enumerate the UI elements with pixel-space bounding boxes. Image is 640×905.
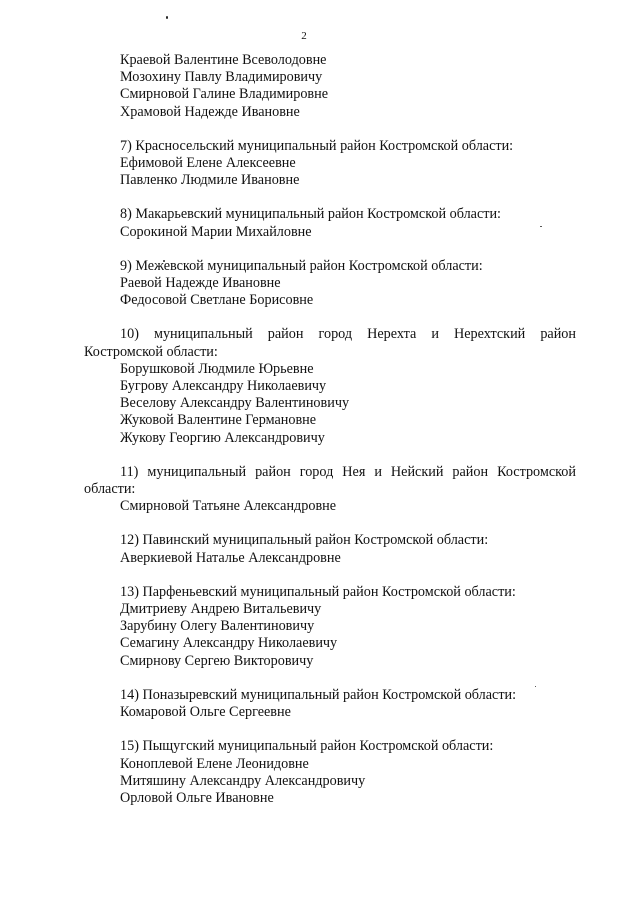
person-name: Смирнову Сергею Викторовичу xyxy=(120,652,314,669)
person-name: Краевой Валентине Всеволодовне xyxy=(120,52,327,68)
scan-speck xyxy=(166,16,168,19)
person-name: Федосовой Светлане Борисовне xyxy=(120,292,314,309)
person-name: Храмовой Надежде Ивановне xyxy=(120,103,300,120)
person-name: Жуковой Валентине Германовне xyxy=(120,412,317,429)
district-section xyxy=(84,206,576,240)
person-name: Жукову Георгию Александровичу xyxy=(120,429,325,446)
person-name: Коноплевой Елене Леонидовне xyxy=(120,755,309,772)
person-name: Павленко Людмиле Ивановне xyxy=(120,172,300,189)
person-name: Борушковой Людмиле Юрьевне xyxy=(120,360,314,377)
district-heading: 15) Пыщугский муниципальный район Костромской области: xyxy=(120,738,494,755)
person-name: Веселову Александру Валентиновичу xyxy=(120,395,350,412)
district-section xyxy=(84,687,576,721)
page-number: 2 xyxy=(301,30,307,42)
district-heading: 10) муниципальный район город Нерехта и Нерехтский район Костромской области: xyxy=(84,326,576,360)
person-name: Орловой Ольге Ивановне xyxy=(120,789,274,806)
person-name: Мозохину Павлу Владимировичу xyxy=(120,69,323,86)
person-name: Раевой Надежде Ивановне xyxy=(120,275,281,292)
district-section xyxy=(84,738,576,807)
person-name: Бугрову Александру Николаевичу xyxy=(120,378,327,395)
district-section xyxy=(84,464,576,516)
district-section xyxy=(84,258,576,310)
document-body xyxy=(84,52,576,807)
district-heading: 12) Павинский муниципальный район Костромской области: xyxy=(120,532,489,549)
district-heading: 7) Красносельский муниципальный район Костромской области: xyxy=(120,137,514,154)
person-name: Аверкиевой Наталье Александровне xyxy=(120,549,341,566)
person-name: Смирновой Галине Владимировне xyxy=(120,86,329,103)
person-name: Зарубину Олегу Валентиновичу xyxy=(120,618,315,635)
intro-name-list xyxy=(84,52,576,121)
district-section xyxy=(84,584,576,670)
person-name: Семагину Александру Николаевичу xyxy=(120,635,338,652)
person-name: Смирновой Татьяне Александровне xyxy=(120,498,337,515)
district-heading: 9) Межевской муниципальный район Костромской области: xyxy=(120,257,483,274)
district-section xyxy=(84,326,576,446)
person-name: Комаровой Ольге Сергеевне xyxy=(120,704,291,721)
person-name: Ефимовой Елене Алексеевне xyxy=(120,155,296,172)
district-section xyxy=(84,532,576,566)
district-heading: 14) Поназыревский муниципальный район Костромской области: xyxy=(120,686,517,703)
district-heading: 8) Макарьевский муниципальный район Костромской области: xyxy=(120,206,501,223)
district-section xyxy=(84,138,576,190)
person-name: Митяшину Александру Александровичу xyxy=(120,772,366,789)
district-heading: 13) Парфеньевский муниципальный район Костромской области: xyxy=(120,583,516,600)
person-name: Сорокиной Марии Михайловне xyxy=(120,223,312,240)
district-heading: 11) муниципальный район город Нея и Нейский район Костромской области: xyxy=(84,463,576,498)
person-name: Дмитриеву Андрею Витальевичу xyxy=(120,601,322,618)
